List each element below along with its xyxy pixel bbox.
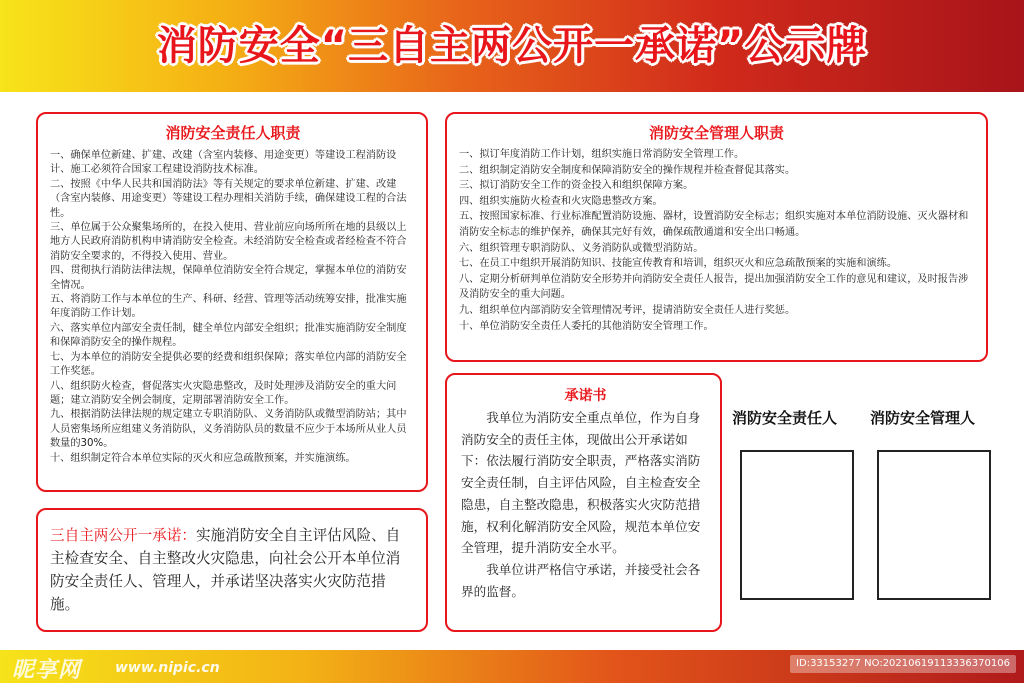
list-item: 一、拟订年度消防工作计划，组织实施日常消防安全管理工作。 [459,149,745,160]
list-item: 五、将消防工作与本单位的生产、科研、经营、管理等活动统筹安排，批准实施年度消防工作计划。 [50,294,407,320]
manager-photo-frame [877,450,991,600]
list-item: 四、组织实施防火检查和火灾隐患整改方案。 [459,195,663,207]
responsible-duties-list [50,149,416,466]
three-autonomy-lead: 三自主两公开一承诺： [50,527,196,544]
responsible-person-duties-panel [36,112,428,492]
list-item: 八、组织防火检查，督促落实火灾隐患整改，及时处理涉及消防安全的重大问题；建立消防安全例会制度，定期部署消防安全工作。 [50,380,397,406]
list-item: 十、组织制定符合本单位实际的灭火和应急疏散预案，并实施演练。 [50,452,356,464]
three-autonomy-panel [36,508,428,632]
responsible-duties-title: 消防安全责任人职责 [165,124,301,142]
page-title: 消防安全“三自主两公开一承诺”公示牌 [156,23,868,69]
list-item: 二、按照《中华人民共和国消防法》等有关规定的要求单位新建、扩建、改建（含室内装修、用途变更）等建设工程办理相关消防手续，确保建设工程的合法性。 [50,178,407,219]
list-item: 九、组织单位内部消防安全管理情况考评，提请消防安全责任人进行奖惩。 [459,304,796,316]
responsible-person-label: 消防安全责任人 [732,409,838,427]
list-item: 六、落实单位内部安全责任制，健全单位内部安全组织；批准实施消防安全制度和保障消防安全的操作规程。 [50,322,407,349]
list-item: 六、组织管理专职消防队、义务消防队或微型消防站。 [459,242,704,254]
list-item: 一、确保单位新建、扩建、改建（含室内装修、用途变更）等建设工程消防设计、施工必须符合国家工程建设消防技术标准。 [50,150,397,176]
three-autonomy-body: 实施消防安全自主评估风险、自主检查安全、自主整改火灾隐患，向社会公开本单位消防安全责任人、管理人，并承诺坚决落实火灾防范措施。 [50,527,401,613]
commitment-paragraph: 我单位讲严格信守承诺，并接受社会各界的监督。 [461,561,701,599]
manager-duties-title: 消防安全管理人职责 [648,124,784,142]
commitment-panel [445,373,722,632]
manager-duties-list [459,147,974,334]
list-item: 十、单位消防安全责任人委托的其他消防安全管理工作。 [459,320,714,332]
list-item: 三、拟订消防安全工作的资金投入和组织保障方案。 [459,180,694,192]
watermark-logo: 昵享网 [12,658,82,683]
watermark-url: www.nipic.cn [115,660,220,676]
manager-duties-panel [445,112,988,362]
three-autonomy-text [50,524,414,616]
commitment-paragraph: 我单位为消防安全重点单位，作为自身消防安全的责任主体，现做出公开承诺如下：依法履行消防安全职责，严格落实消防安全责任制，自主评估风险，自主检查安全隐患，自主整改隐患，积极落实火灾防范措施，权利化解消防安全风险，规范本单位安全管理，提升消防安全水平。 [461,410,701,556]
list-item: 七、在员工中组织开展消防知识、技能宣传教育和培训，组织灭火和应急疏散预案的实施和演练。 [459,258,898,270]
responsible-person-photo-frame [740,450,854,600]
manager-label: 消防安全管理人 [870,409,976,427]
list-item: 三、单位属于公众聚集场所的，在投入使用、营业前应向场所所在地的县级以上地方人民政府消防机构申请消防安全检查。未经消防安全检查或者经检查不符合消防安全要求的，不得投入使用、营业。 [50,222,407,262]
list-item: 九、根据消防法律法规的规定建立专职消防队、义务消防队或微型消防站；其中人员密集场所应组建义务消防队，义务消防队员的数量不应少于本场所从业人员数量的30%。 [50,409,407,450]
list-item: 四、贯彻执行消防法律法规，保障单位消防安全符合规定，掌握本单位的消防安全情况。 [50,265,407,291]
list-item: 七、为本单位的消防安全提供必要的经费和组织保障；落实单位内部的消防安全工作奖惩。 [50,351,407,378]
list-item: 五、按照国家标准、行业标准配置消防设施、器材，设置消防安全标志；组织实施对本单位消防设施、灭火器材和消防安全标志的维护保养，确保其完好有效，确保疏散通道和安全出口畅通。 [459,211,969,238]
watermark-id: ID:33153277 NO:20210619113336370106 [790,655,1016,673]
list-item: 八、定期分析研判单位消防安全形势并向消防安全责任人报告，提出加强消防安全工作的意见和建议，及时报告涉及消防安全的重大问题。 [459,273,969,301]
commitment-title: 承诺书 [564,388,607,404]
list-item: 二、组织制定消防安全制度和保障消防安全的操作规程并检查督促其落实。 [459,164,796,176]
